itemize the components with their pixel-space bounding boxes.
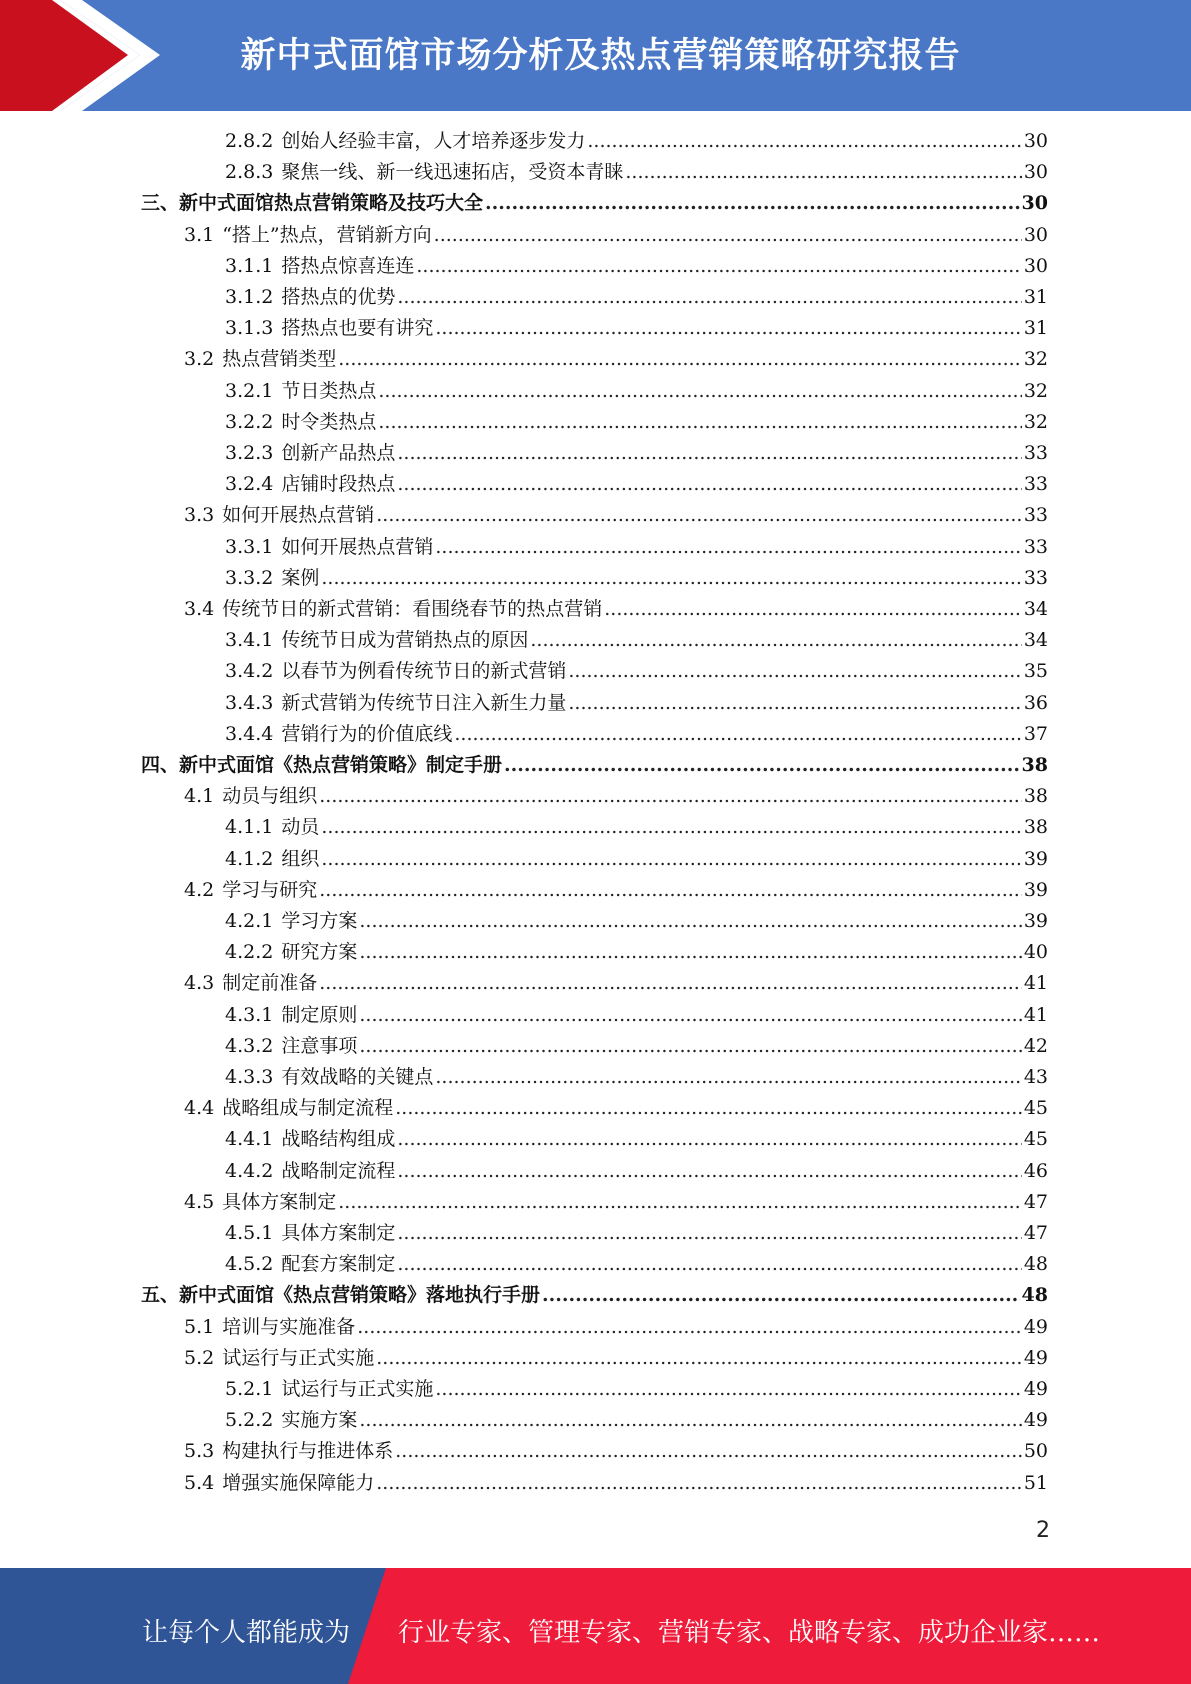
toc-leader-dots [319, 875, 1022, 906]
toc-leader-dots [587, 126, 1021, 157]
toc-entry-number: 四、 [141, 754, 180, 776]
toc-entry[interactable] [184, 968, 1048, 999]
toc-entry-title: 战略制定流程 [281, 1159, 396, 1182]
toc-entry-title: 搭热点也要有讲究 [281, 317, 434, 340]
toc-entry-title: 以春节为例看传统节日的新式营销 [281, 660, 567, 683]
toc-entry[interactable] [184, 594, 1048, 625]
toc-leader-dots [604, 594, 1022, 625]
toc-entry-title: 如何开展热点营销 [281, 535, 434, 558]
toc-leader-dots [397, 1124, 1021, 1155]
toc-entry[interactable] [225, 1218, 1048, 1249]
toc-entry[interactable] [225, 1000, 1048, 1031]
document-title: 新中式面馆市场分析及热点营销策略研究报告 [240, 36, 961, 76]
toc-entry-number: 五、 [141, 1284, 180, 1307]
toc-entry[interactable] [225, 157, 1048, 188]
toc-leader-dots [376, 500, 1022, 531]
toc-leader-dots [359, 1000, 1021, 1031]
toc-entry[interactable] [225, 313, 1048, 344]
toc-entry-title: 新式营销为传统节日注入新生力量 [281, 691, 567, 714]
toc-leader-dots [397, 1249, 1021, 1280]
toc-entry[interactable] [225, 282, 1048, 313]
toc-entry-title: 传统节日成为营销热点的原因 [281, 629, 529, 652]
toc-entry[interactable] [225, 906, 1048, 937]
toc-entry[interactable] [141, 188, 1048, 219]
toc-entry-page: 49 [1023, 1315, 1048, 1338]
toc-leader-dots [359, 906, 1021, 937]
toc-entry-page: 32 [1023, 348, 1048, 371]
toc-entry-page: 49 [1023, 1378, 1048, 1400]
toc-leader-dots [319, 781, 1022, 812]
toc-entry-page: 35 [1023, 660, 1048, 683]
toc-entry[interactable] [225, 1124, 1048, 1155]
toc-entry-title: 战略组成与制定流程 [222, 1097, 394, 1120]
toc-entry[interactable] [225, 438, 1048, 469]
toc-entry-number: 3.4.2 [225, 660, 274, 683]
toc-entry-page: 51 [1023, 1471, 1048, 1494]
page-header [0, 0, 1191, 111]
toc-entry[interactable] [225, 376, 1048, 407]
toc-entry-number: 2.8.2 [225, 130, 274, 152]
toc-entry-title: 时令类热点 [281, 410, 377, 433]
toc-entry[interactable] [225, 656, 1048, 687]
toc-entry-number: 4.5 [184, 1190, 215, 1213]
toc-entry-number: 5.2.1 [225, 1378, 274, 1400]
toc-entry-page: 30 [1021, 192, 1048, 215]
toc-entry[interactable] [184, 875, 1048, 906]
toc-leader-dots [485, 188, 1020, 219]
toc-entry-title: 具体方案制定 [281, 1222, 396, 1244]
toc-entry-title: 案例 [281, 566, 320, 589]
toc-entry-number: 3.3.1 [225, 535, 274, 558]
toc-entry[interactable] [184, 1093, 1048, 1124]
toc-entry-number: 4.5.2 [225, 1253, 274, 1276]
toc-leader-dots [357, 1312, 1022, 1343]
toc-entry-title: 试运行与正式实施 [281, 1378, 434, 1400]
toc-leader-dots [397, 1156, 1021, 1187]
toc-entry[interactable] [225, 469, 1048, 500]
toc-entry-number: 3.1.1 [225, 254, 274, 277]
toc-entry-number: 4.4.1 [225, 1128, 274, 1151]
toc-entry[interactable] [225, 126, 1048, 157]
toc-leader-dots [359, 937, 1021, 968]
toc-entry-page: 49 [1023, 1346, 1048, 1369]
toc-entry-number: 5.4 [184, 1471, 215, 1494]
toc-entry-title: 培训与实施准备 [222, 1315, 356, 1338]
toc-entry[interactable] [225, 532, 1048, 563]
toc-entry[interactable] [225, 407, 1048, 438]
toc-entry-title: 动员与组织 [222, 785, 318, 808]
toc-entry-page: 31 [1023, 286, 1048, 308]
toc-entry-number: 4.4 [184, 1097, 215, 1120]
toc-entry-page: 33 [1023, 473, 1048, 496]
toc-entry-number: 4.3 [184, 972, 215, 995]
toc-entry-number: 4.2.1 [225, 910, 274, 932]
toc-entry[interactable] [141, 1280, 1048, 1311]
toc-entry-page: 30 [1023, 254, 1048, 277]
toc-entry-page: 50 [1023, 1440, 1048, 1463]
toc-entry-page: 31 [1023, 317, 1048, 340]
toc-entry-number: 5.2.2 [225, 1409, 274, 1432]
toc-entry-page: 30 [1023, 223, 1048, 246]
toc-entry[interactable] [184, 220, 1048, 251]
toc-entry-number: 3.1.2 [225, 286, 274, 308]
toc-entry[interactable] [225, 937, 1048, 968]
toc-leader-dots [397, 282, 1021, 313]
toc-entry-title: 增强实施保障能力 [222, 1471, 375, 1494]
toc-leader-dots [530, 625, 1021, 656]
toc-entry-page: 39 [1023, 878, 1048, 901]
toc-entry-title: 传统节日的新式营销：看围绕春节的热点营销 [222, 598, 603, 620]
toc-leader-dots [454, 719, 1021, 750]
toc-leader-dots [321, 844, 1021, 875]
toc-entry-page: 33 [1023, 442, 1048, 464]
footer-slogan-right: 行业专家、管理专家、营销专家、战略专家、成功企业家…… [398, 1618, 1101, 1648]
toc-leader-dots [359, 1031, 1021, 1062]
toc-entry-page: 39 [1023, 847, 1048, 870]
toc-entry-page: 33 [1023, 504, 1048, 527]
toc-entry-number: 4.3.3 [225, 1066, 274, 1088]
page-number: 2 [1036, 1518, 1050, 1543]
toc-entry-title: 聚焦一线、新一线迅速拓店，受资本青睐 [281, 161, 624, 184]
toc-entry-number: 4.5.1 [225, 1222, 274, 1244]
toc-entry-page: 38 [1023, 785, 1048, 808]
toc-entry-number: 3.4 [184, 598, 215, 620]
toc-leader-dots [542, 1280, 1020, 1311]
toc-entry-page: 40 [1023, 941, 1048, 964]
toc-entry-page: 38 [1021, 754, 1048, 776]
toc-entry-title: 配套方案制定 [281, 1253, 396, 1276]
toc-leader-dots [395, 1093, 1022, 1124]
toc-entry-title: 组织 [281, 847, 320, 870]
toc-entry-page: 37 [1023, 722, 1048, 745]
toc-entry-number: 3.4.1 [225, 629, 274, 652]
toc-entry[interactable] [225, 625, 1048, 656]
toc-entry-number: 4.1.2 [225, 847, 274, 870]
toc-entry-page: 39 [1023, 910, 1048, 932]
toc-entry-title: 有效战略的关键点 [281, 1066, 434, 1088]
toc-leader-dots [434, 220, 1022, 251]
toc-entry[interactable] [184, 781, 1048, 812]
toc-entry-title: 动员 [281, 816, 320, 839]
toc-entry-number: 4.2.2 [225, 941, 274, 964]
toc-entry-number: 4.1.1 [225, 816, 274, 839]
toc-entry[interactable] [225, 688, 1048, 719]
page-footer [0, 1568, 1191, 1684]
toc-entry-number: 3.1.3 [225, 317, 274, 340]
toc-leader-dots [416, 251, 1021, 282]
toc-entry[interactable] [184, 500, 1048, 531]
toc-entry-title: 节日类热点 [281, 379, 377, 402]
toc-entry-number: 3.2.2 [225, 410, 274, 433]
toc-entry-page: 33 [1023, 566, 1048, 589]
toc-entry-number: 4.1 [184, 785, 215, 808]
toc-entry-title: 制定原则 [281, 1003, 358, 1026]
toc-entry[interactable] [225, 1374, 1048, 1405]
toc-entry[interactable] [225, 563, 1048, 594]
toc-entry-number: 5.2 [184, 1346, 215, 1369]
toc-entry-page: 36 [1023, 691, 1048, 714]
toc-entry-title: 创新产品热点 [281, 442, 396, 464]
toc-entry-title: 试运行与正式实施 [222, 1346, 375, 1369]
toc-entry-number: 4.2 [184, 878, 215, 901]
toc-entry-page: 34 [1023, 629, 1048, 652]
toc-entry-number: 三、 [141, 192, 180, 215]
toc-entry-number: 3.4.3 [225, 691, 274, 714]
toc-entry[interactable] [225, 844, 1048, 875]
toc-entry-title: 学习与研究 [222, 878, 318, 901]
toc-entry-title: 实施方案 [281, 1409, 358, 1432]
toc-entry-title: 热点营销类型 [222, 348, 337, 371]
toc-entry-title: 新中式面馆热点营销策略及技巧大全 [179, 192, 484, 215]
toc-entry-page: 47 [1023, 1222, 1048, 1244]
toc-entry[interactable] [184, 1343, 1048, 1374]
toc-leader-dots [376, 1343, 1022, 1374]
toc-leader-dots [568, 688, 1021, 719]
toc-entry-title: 创始人经验丰富，人才培养逐步发力 [281, 130, 586, 152]
toc-entry-title: 店铺时段热点 [281, 473, 396, 496]
toc-entry[interactable] [225, 1156, 1048, 1187]
toc-entry-title: 战略结构组成 [281, 1128, 396, 1151]
toc-entry-page: 41 [1023, 1003, 1048, 1026]
toc-entry-title: 搭热点的优势 [281, 286, 396, 308]
toc-entry-number: 3.4.4 [225, 722, 274, 745]
toc-entry-number: 3.1 [184, 223, 215, 246]
toc-entry-number: 2.8.3 [225, 161, 274, 184]
toc-entry-number: 4.3.2 [225, 1034, 274, 1057]
toc-entry-page: 46 [1023, 1159, 1048, 1182]
toc-entry-page: 32 [1023, 410, 1048, 433]
toc-leader-dots [397, 469, 1021, 500]
toc-leader-dots [376, 1468, 1022, 1499]
toc-entry-number: 3.2.3 [225, 442, 274, 464]
toc-entry-title: 研究方案 [281, 941, 358, 964]
toc-entry-title: “搭上”热点，营销新方向 [222, 223, 432, 246]
toc-entry-number: 4.4.2 [225, 1159, 274, 1182]
toc-entry-title: 如何开展热点营销 [222, 504, 375, 527]
toc-entry-number: 3.2.1 [225, 379, 274, 402]
toc-entry[interactable] [225, 1062, 1048, 1093]
toc-entry[interactable] [225, 1249, 1048, 1280]
toc-entry[interactable] [184, 1468, 1048, 1499]
footer-slogan-left: 让每个人都能成为 [142, 1618, 351, 1648]
toc-entry-title: 搭热点惊喜连连 [281, 254, 415, 277]
toc-leader-dots [321, 563, 1021, 594]
toc-entry-page: 45 [1023, 1128, 1048, 1151]
toc-leader-dots [504, 750, 1020, 781]
toc-entry-page: 42 [1023, 1034, 1048, 1057]
toc-entry[interactable] [225, 719, 1048, 750]
toc-entry[interactable] [184, 344, 1048, 375]
toc-entry-number: 5.1 [184, 1315, 215, 1338]
toc-entry-page: 34 [1023, 598, 1048, 620]
toc-entry[interactable] [225, 812, 1048, 843]
toc-entry-page: 30 [1023, 161, 1048, 184]
toc-entry-page: 33 [1023, 535, 1048, 558]
toc-entry-page: 38 [1023, 816, 1048, 839]
toc-entry-page: 47 [1023, 1190, 1048, 1213]
toc-leader-dots [435, 313, 1021, 344]
toc-entry-number: 3.2.4 [225, 473, 274, 496]
toc-entry-title: 制定前准备 [222, 972, 318, 995]
toc-leader-dots [395, 1436, 1022, 1467]
toc-leader-dots [435, 1374, 1021, 1405]
toc-entry-number: 3.2 [184, 348, 215, 371]
toc-entry-title: 学习方案 [281, 910, 358, 932]
toc-entry-number: 4.3.1 [225, 1003, 274, 1026]
toc-entry-number: 3.3 [184, 504, 215, 527]
toc-entry-title: 新中式面馆《热点营销策略》制定手册 [179, 754, 503, 776]
toc-leader-dots [435, 1062, 1021, 1093]
toc-leader-dots [568, 656, 1021, 687]
toc-leader-dots [321, 812, 1021, 843]
toc-entry-page: 49 [1023, 1409, 1048, 1432]
toc-entry[interactable] [141, 750, 1048, 781]
toc-entry-title: 具体方案制定 [222, 1190, 337, 1213]
toc-entry-page: 45 [1023, 1097, 1048, 1120]
toc-entry-page: 48 [1023, 1253, 1048, 1276]
toc-leader-dots [319, 968, 1022, 999]
toc-entry-number: 5.3 [184, 1440, 215, 1463]
toc-entry-title: 注意事项 [281, 1034, 358, 1057]
toc-entry-page: 48 [1021, 1284, 1048, 1307]
toc-entry-page: 32 [1023, 379, 1048, 402]
toc-entry[interactable] [184, 1436, 1048, 1467]
toc-leader-dots [359, 1405, 1021, 1436]
toc-leader-dots [397, 1218, 1021, 1249]
toc-entry-page: 30 [1023, 130, 1048, 152]
toc-entry-title: 新中式面馆《热点营销策略》落地执行手册 [179, 1284, 541, 1307]
toc-leader-dots [378, 376, 1021, 407]
toc-entry[interactable] [184, 1187, 1048, 1218]
toc-entry-number: 3.3.2 [225, 566, 274, 589]
toc-entry[interactable] [225, 1405, 1048, 1436]
toc-entry-page: 43 [1023, 1066, 1048, 1088]
toc-leader-dots [338, 344, 1022, 375]
toc-entry[interactable] [225, 1031, 1048, 1062]
toc-leader-dots [397, 438, 1021, 469]
toc-entry-title: 营销行为的价值底线 [281, 722, 453, 745]
toc-leader-dots [435, 532, 1021, 563]
toc-entry-page: 41 [1023, 972, 1048, 995]
toc-leader-dots [378, 407, 1021, 438]
toc-entry[interactable] [225, 251, 1048, 282]
toc-entry[interactable] [184, 1312, 1048, 1343]
toc-leader-dots [625, 157, 1021, 188]
toc-entry-title: 构建执行与推进体系 [222, 1440, 394, 1463]
toc-leader-dots [338, 1187, 1022, 1218]
